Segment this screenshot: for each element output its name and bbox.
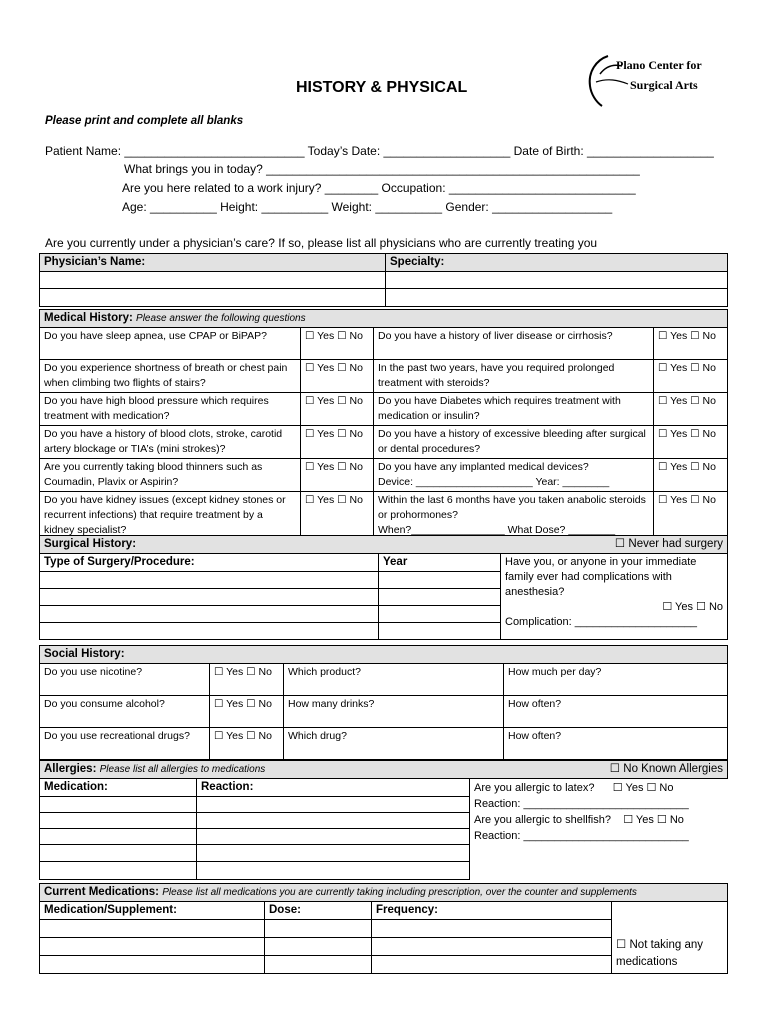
- frequency-header: Frequency:: [372, 902, 612, 920]
- page-title: HISTORY & PHYSICAL: [296, 79, 468, 96]
- shellfish-yes-no-checkbox[interactable]: ☐ Yes ☐ No: [623, 814, 684, 826]
- latex-reaction-line[interactable]: Reaction: ___________________________: [474, 798, 689, 810]
- table-row[interactable]: [386, 289, 728, 307]
- medical-question: Are you currently taking blood thinners such as Coumadin, Plavix or Aspirin?: [40, 459, 301, 492]
- medical-history-header: Medical History: Please answer the following questions: [40, 310, 728, 328]
- medical-question: Do you have high blood pressure which requires treatment with medication?: [40, 393, 301, 426]
- medical-question: Do you have kidney issues (except kidney stones or recurrent infections) that require treatment by a kidney specialist?: [40, 492, 301, 540]
- social-question: Do you use nicotine?: [40, 664, 210, 696]
- social-history-table: [39, 645, 728, 760]
- yes-no-checkbox[interactable]: ☐ Yes ☐ No: [654, 393, 728, 426]
- patient-info-line3[interactable]: Are you here related to a work injury? ________ Occupation: ____________________________: [122, 181, 636, 195]
- device-line[interactable]: Device: ____________________ Year: ________: [378, 476, 610, 488]
- specialty-header: Specialty:: [386, 254, 728, 272]
- medical-question: Do you have a history of excessive bleeding after surgical or dental procedures?: [374, 426, 654, 459]
- table-row[interactable]: [372, 938, 612, 956]
- instructions: Please print and complete all blanks: [45, 115, 244, 127]
- yes-no-checkbox[interactable]: ☐ Yes ☐ No: [210, 728, 284, 760]
- table-row[interactable]: [40, 272, 386, 289]
- yes-no-checkbox[interactable]: ☐ Yes ☐ No: [654, 360, 728, 393]
- table-row[interactable]: [40, 606, 379, 623]
- yes-no-checkbox[interactable]: ☐ Yes ☐ No: [210, 696, 284, 728]
- table-row[interactable]: [372, 956, 612, 974]
- table-row[interactable]: [40, 845, 197, 862]
- social-amount-field[interactable]: How often?: [504, 728, 728, 760]
- table-row[interactable]: [40, 572, 379, 589]
- allergy-reaction-header: Reaction:: [197, 779, 470, 797]
- yes-no-checkbox[interactable]: ☐ Yes ☐ No: [301, 328, 374, 360]
- table-row[interactable]: [40, 813, 197, 829]
- table-row[interactable]: [379, 606, 501, 623]
- table-row[interactable]: [40, 289, 386, 307]
- yes-no-checkbox[interactable]: ☐ Yes ☐ No: [654, 492, 728, 540]
- medical-question: Do you have Diabetes which requires treatment with medication or insulin?: [374, 393, 654, 426]
- table-row[interactable]: [40, 797, 197, 813]
- social-history-header: Social History:: [40, 646, 728, 664]
- physician-care-question: Are you currently under a physician’s care? If so, please list all physicians who are currently treating you: [45, 236, 598, 250]
- yes-no-checkbox[interactable]: ☐ Yes ☐ No: [301, 492, 374, 540]
- table-row[interactable]: [40, 920, 265, 938]
- social-question: Do you use recreational drugs?: [40, 728, 210, 760]
- yes-no-checkbox[interactable]: ☐ Yes ☐ No: [301, 360, 374, 393]
- table-row[interactable]: [197, 829, 470, 845]
- dose-header: Dose:: [265, 902, 372, 920]
- yes-no-checkbox[interactable]: ☐ Yes ☐ No: [654, 459, 728, 492]
- allergy-questions-cell: [470, 779, 728, 880]
- patient-info-line2[interactable]: What brings you in today? ________________________________________________________: [124, 162, 640, 176]
- patient-info-line1[interactable]: Patient Name: ___________________________ Today’s Date: ___________________ Date of Birth: ___________________: [45, 144, 714, 158]
- medical-question: Do you have a history of liver disease or cirrhosis?: [374, 328, 654, 360]
- latex-question: Are you allergic to latex?: [474, 782, 595, 794]
- social-question: Do you consume alcohol?: [40, 696, 210, 728]
- social-detail-field[interactable]: How many drinks?: [284, 696, 504, 728]
- social-detail-field[interactable]: Which drug?: [284, 728, 504, 760]
- medications-table: [39, 883, 728, 974]
- surgery-type-header: Type of Surgery/Procedure:: [40, 554, 379, 572]
- medical-question: Do you experience shortness of breath or chest pain when climbing two flights of stairs?: [40, 360, 301, 393]
- shellfish-reaction-line[interactable]: Reaction: ___________________________: [474, 830, 689, 842]
- table-row[interactable]: [265, 956, 372, 974]
- patient-info-line4[interactable]: Age: __________ Height: __________ Weight: __________ Gender: __________________: [122, 200, 613, 214]
- year-header: Year: [379, 554, 501, 572]
- table-row[interactable]: [40, 589, 379, 606]
- table-row[interactable]: [265, 938, 372, 956]
- table-row[interactable]: [265, 920, 372, 938]
- table-row[interactable]: [372, 920, 612, 938]
- yes-no-checkbox[interactable]: ☐ Yes ☐ No: [301, 459, 374, 492]
- table-row[interactable]: [197, 845, 470, 862]
- table-row[interactable]: [40, 956, 265, 974]
- physicians-table: [39, 253, 728, 307]
- medications-header: Current Medications: Please list all medications you are currently taking including prescription, over the counter and supplements: [40, 884, 728, 902]
- never-had-surgery-checkbox[interactable]: ☐ Never had surgery: [614, 538, 724, 550]
- yes-no-checkbox[interactable]: ☐ Yes ☐ No: [210, 664, 284, 696]
- table-row[interactable]: [379, 572, 501, 589]
- anesthesia-question-cell: [501, 554, 728, 640]
- table-row[interactable]: [379, 589, 501, 606]
- when-dose-line[interactable]: When?________________ What Dose? ________: [378, 524, 616, 536]
- physician-name-header: Physician’s Name:: [40, 254, 386, 272]
- complication-line[interactable]: Complication: ____________________: [505, 616, 698, 628]
- table-row[interactable]: [40, 623, 379, 640]
- logo-text-line2: Surgical Arts: [630, 78, 698, 92]
- medical-history-table: [39, 309, 728, 540]
- medical-question: Within the last 6 months have you taken anabolic steroids or prohormones? When?________________ What Dose? ________: [374, 492, 654, 540]
- allergies-header: Allergies: Please list all allergies to medications ☐ No Known Allergies: [40, 761, 728, 779]
- medical-question: In the past two years, have you required prolonged treatment with steroids?: [374, 360, 654, 393]
- not-taking-medications-checkbox[interactable]: ☐ Not taking any medications: [612, 902, 728, 974]
- social-amount-field[interactable]: How often?: [504, 696, 728, 728]
- anesthesia-yes-no-checkbox[interactable]: ☐ Yes ☐ No: [662, 601, 724, 613]
- yes-no-checkbox[interactable]: ☐ Yes ☐ No: [301, 426, 374, 459]
- table-row[interactable]: [386, 272, 728, 289]
- yes-no-checkbox[interactable]: ☐ Yes ☐ No: [654, 426, 728, 459]
- allergies-table: [39, 760, 728, 880]
- table-row[interactable]: [379, 623, 501, 640]
- social-amount-field[interactable]: How much per day?: [504, 664, 728, 696]
- table-row[interactable]: [197, 813, 470, 829]
- latex-yes-no-checkbox[interactable]: ☐ Yes ☐ No: [612, 782, 674, 794]
- yes-no-checkbox[interactable]: ☐ Yes ☐ No: [301, 393, 374, 426]
- social-detail-field[interactable]: Which product?: [284, 664, 504, 696]
- table-row[interactable]: [40, 938, 265, 956]
- anesthesia-question: Have you, or anyone in your immediate family ever had complications with anesthesia?: [505, 556, 697, 598]
- table-row[interactable]: [40, 829, 197, 845]
- medical-question: Do you have sleep apnea, use CPAP or BiPAP?: [40, 328, 301, 360]
- table-row[interactable]: [197, 797, 470, 813]
- surgical-history-header: Surgical History: ☐ Never had surgery: [40, 536, 728, 554]
- shellfish-question: Are you allergic to shellfish?: [474, 814, 611, 826]
- allergy-medication-header: Medication:: [40, 779, 197, 797]
- medical-question: Do you have a history of blood clots, stroke, carotid artery blockage or TIA’s (mini strokes)?: [40, 426, 301, 459]
- logo-text-line1: Plano Center for: [616, 58, 702, 72]
- medication-supplement-header: Medication/Supplement:: [40, 902, 265, 920]
- table-row[interactable]: [197, 862, 470, 880]
- clinic-logo: [578, 52, 748, 112]
- surgical-history-table: [39, 535, 728, 640]
- no-known-allergies-checkbox[interactable]: ☐ No Known Allergies: [609, 763, 723, 775]
- medical-question: Do you have any implanted medical devices? Device: ____________________ Year: ________: [374, 459, 654, 492]
- table-row[interactable]: [40, 862, 197, 880]
- yes-no-checkbox[interactable]: ☐ Yes ☐ No: [654, 328, 728, 360]
